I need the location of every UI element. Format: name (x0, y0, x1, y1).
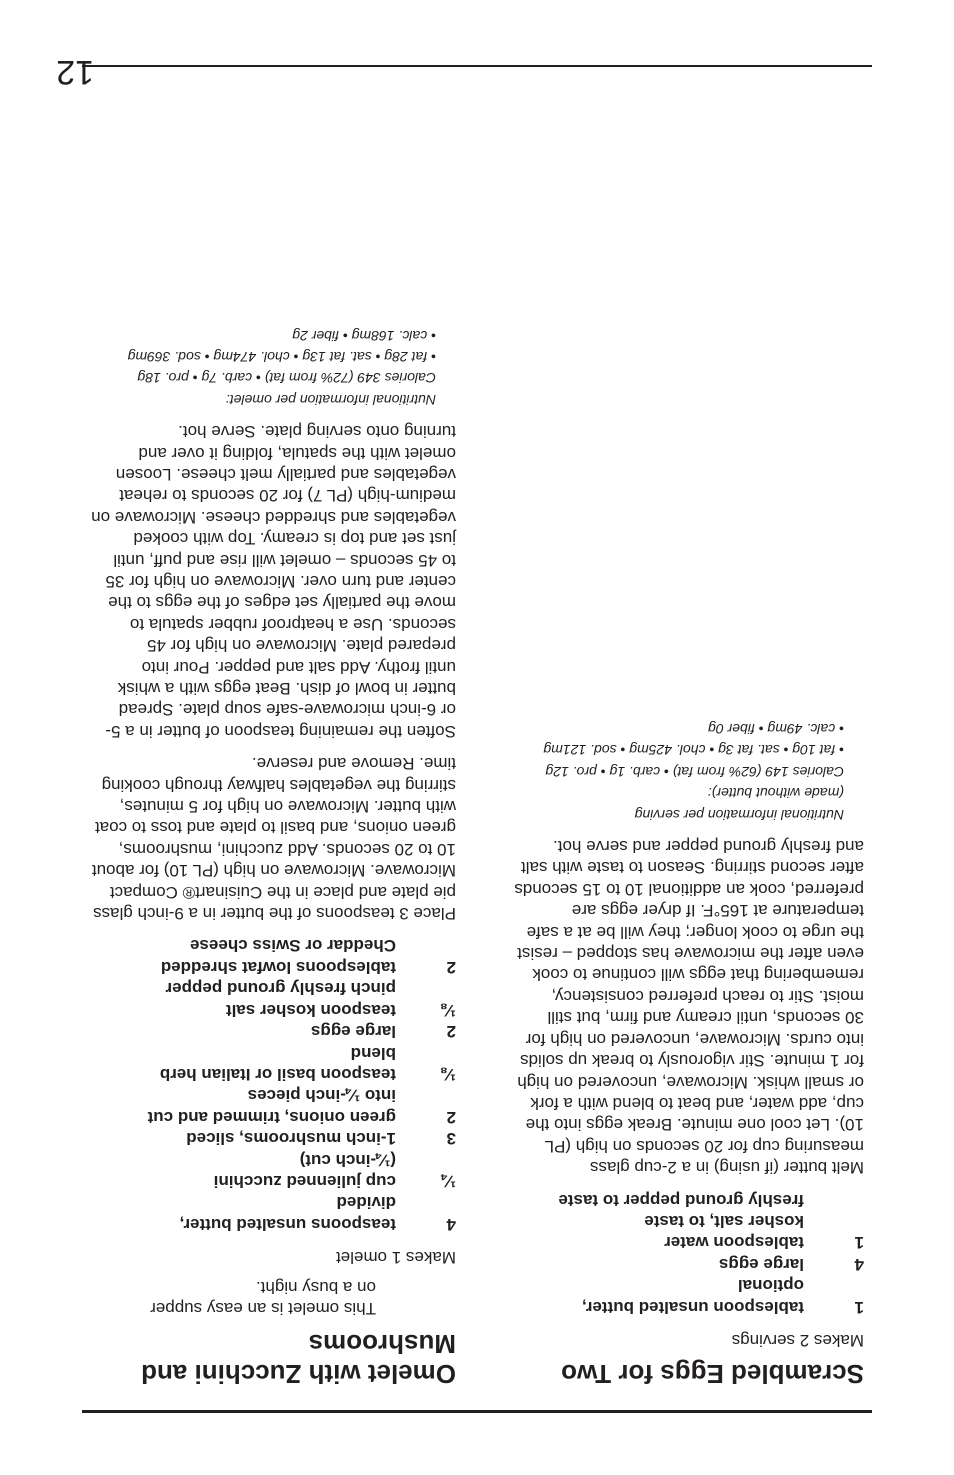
page-number: 12 (56, 53, 94, 91)
ingredient: 3 1-inch mushrooms, sliced (186, 1129, 456, 1149)
ingredient: 1 tablespoon unsalted butter, (582, 1297, 864, 1317)
ingredient: ⅛ teaspoon kosher salt (225, 1000, 456, 1020)
nutrition-info: Nutritional information per omelet: Calories 349 (72% from fat) • carb. 7g • pro. 18g • fat 28g • sat. fat 13g • chol. 474mg • sod. 369mg • calc. 168mg • fiber 2g (127, 327, 436, 408)
recipe-scrambled-eggs (514, 718, 864, 1389)
ingredient: 4 large eggs (718, 1254, 864, 1274)
method-text: Soften the remaining teaspoon of butter in a 5- or 6-inch microwave-safe soup plate. Spread butter in bowl of dish. Beat eggs with a whisk until frothy. Add salt and pepper. Pour into prepared plate. Microwave on high for 45 seconds. Use a heatproof rubber spatula to move the partially set edges of the eggs to the center and turn over. Microwave on high for 35 to 45 seconds – omelet will rise and puff, until just set and top is creamy. Top with cooked vegetables and shredded cheese. Microwave on medium-high (PL 7) for 20 seconds to reheat vegetables and partially melt cheese. Loosen omelet with the spatula, folding it over and turning onto serving plate. Serve hot. (91, 422, 456, 741)
recipe-yield: Makes 1 omelet (336, 1248, 456, 1268)
ingredient: 4 teaspoons unsalted butter, (179, 1214, 456, 1234)
method-text: Melt butter (if using) in a 2-cup glass measuring cup for 20 seconds on high (PL 10). Let cool one minute. Break eggs into the cup, add water, and beat to blend with a fork or small whisk. Microwave, uncovered on high for 1 minute. Stir vigorously to break up solids into curds. Microwave, uncovered on high for 30 seconds, until creamy and firm, but still moist. Stir to reach preferred consistency, remembering that eggs will continue to cook even after the microwave has stopped – resist the urge to cook longer; they will be at a safe temperature at 165°F. If dryer eggs are preferred, cook an additional 10 to 15 seconds after second stirring. Season to taste with salt and freshly ground pepper and serve hot. (514, 837, 864, 1178)
recipe-yield: Makes 2 servings (731, 1331, 864, 1350)
top-rule (82, 1410, 872, 1413)
nutrition-info: Nutritional information per serving (made without butter): Calories 149 (62% from fat) • carb. 1g • pro. 12g • fat 10g • sat. fat 3g • chol. 425mg • sod. 121mg • calc. 49mg • fiber 0g (543, 721, 844, 823)
ingredient: ¼ cup julienned zucchini (213, 1171, 456, 1191)
ingredient: ⅛ teaspoon basil or Italian herb (159, 1064, 456, 1084)
recipe-title: Scrambled Eggs for Two (561, 1359, 864, 1389)
method-text: Place 3 teaspoons of the butter in a 9-inch glass pie plate and place in the Cuisinart® Compact Microwave. Microwave on high (PL 10) for about 10 to 20 seconds. Add zucchini, mushrooms, green onions, and basil to plate and toss to coat with butter. Microwave on high for 5 minutes, stirring the vegetables halfway through cooking time. Remove and reserve. (91, 754, 456, 924)
bottom-rule (82, 65, 872, 67)
ingredient: 2 tablespoons lowfat shredded (160, 957, 456, 977)
ingredient: (¼-inch cut) (299, 1150, 396, 1170)
ingredient: 2 large eggs (310, 1022, 456, 1042)
ingredient: pinch freshly ground pepper (165, 979, 396, 999)
ingredient: divided (336, 1193, 396, 1213)
ingredient: kosher salt, to taste (644, 1211, 804, 1231)
ingredient: 2 green onions, trimmed and cut (147, 1107, 456, 1127)
ingredient-list (514, 1189, 864, 1317)
ingredient: optional (737, 1276, 804, 1296)
ingredient: freshly ground pepper to taste (558, 1190, 804, 1210)
ingredient: 1 tablespoon water (664, 1233, 864, 1253)
recipe-omelet (91, 324, 456, 1389)
recipe-intro: This omelet is an easy supper on a busy night. (150, 1277, 376, 1318)
recipe-title: Omelet with Zucchini and Mushrooms (141, 1329, 456, 1389)
ingredient-list (91, 935, 456, 1235)
ingredient: Cheddar or Swiss cheese (190, 936, 396, 956)
ingredient: into ¼-inch pieces (247, 1086, 396, 1106)
ingredient: blend (350, 1043, 396, 1063)
